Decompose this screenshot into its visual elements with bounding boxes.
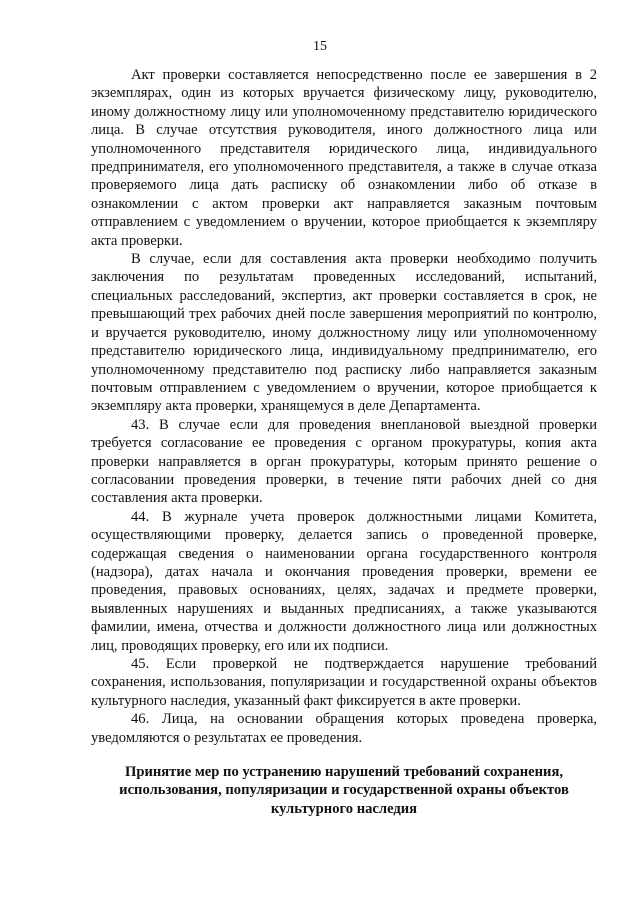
page-number: 15 (313, 39, 327, 54)
section-heading: Принятие мер по устранению нарушений требований сохранения, использования, популяризации и государственной охраны объектов культурного наследия (119, 764, 569, 817)
paragraph-44: 44. В журнале учета проверок должностными лицами Комитета, осуществляющими проверку, делается запись о проведенной проверке, содержащая сведения о наименовании органа государственного контроля (надзора), датах начала и окончания проведения проверки, времени ее проведения, правовых основаниях, целях, задачах и предмете проверки, выявленных нарушениях и выданных предписаниях, а также указываются фамилии, имена, отчества и должности должностного лица или должностных лиц, проводящих проверку, его или их подписи. (91, 508, 597, 654)
paragraph-45: 45. Если проверкой не подтверждается нарушение требований сохранения, использования, популяризации и государственной охраны объектов культурного наследия, указанный факт фиксируется в акте проверки. (91, 656, 597, 709)
paragraph-act-delivery: Акт проверки составляется непосредственно после ее завершения в 2 экземплярах, один из которых вручается физическому лицу, руководителю, иному должностному лицу или уполномоченному представителю юридического лица. В случае отсутствия руководителя, иного должностного лица или уполномоченного представителя юридического лица, индивидуального предпринимателя, его уполномоченного представителя, а также в случае отказа проверяемого лица дать расписку об ознакомлении либо об отказе в ознакомлении с актом проверки акт направляется заказным почтовым отправлением с уведомлением о вручении, которое приобщается к экземпляру акта проверки. (91, 67, 597, 249)
paragraph-43: 43. В случае если для проведения внеплановой выездной проверки требуется согласование ее проведения с органом прокуратуры, копия акта проверки направляется в орган прокуратуры, которым принято решение о согласовании проведения проверки, в течение пяти рабочих дней со дня составления акта проверки. (91, 416, 597, 507)
paragraph-act-with-expertise: В случае, если для составления акта проверки необходимо получить заключения по результатам проведенных исследований, испытаний, специальных расследований, экспертиз, акт проверки составляется в срок, не превышающий трех рабочих дней после завершения мероприятий по контролю, и вручается руководителю, иному должностному лицу или уполномоченному представителю юридического лица, индивидуальному предпринимателю, его уполномоченному представителю под расписку либо направляется заказным почтовым отправлением с уведомлением о вручении, которое приобщается к экземпляру акта проверки, хранящемуся в деле Департамента. (91, 251, 597, 415)
document-body (91, 66, 597, 747)
paragraph-46: 46. Лица, на основании обращения которых проведена проверка, уведомляются о результатах ее проведения. (91, 711, 597, 746)
